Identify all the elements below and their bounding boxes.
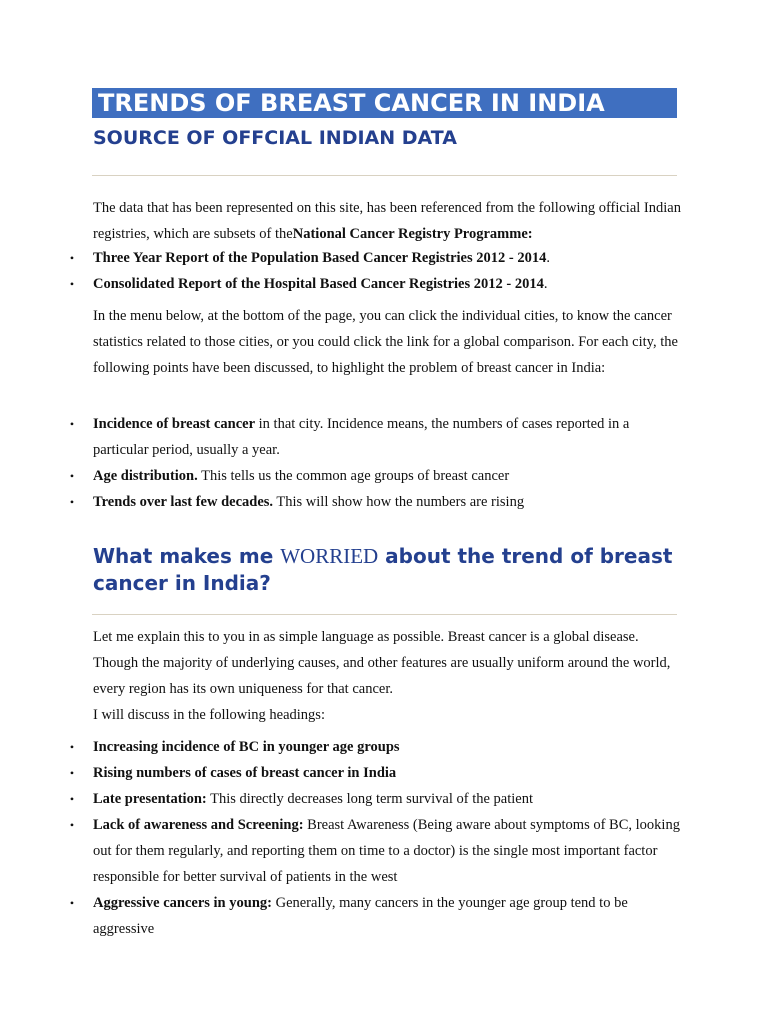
bullet-icon: •	[69, 251, 75, 265]
source-list	[69, 245, 683, 297]
page-title: TRENDS OF BREAST CANCER IN INDIA	[92, 88, 677, 118]
page-subtitle: SOURCE OF OFFCIAL INDIAN DATA	[93, 127, 457, 149]
point-text: Breast Awareness (Being aware about symptoms of BC, looking out for them regularly, and reporting them on time to a doctor) is the single most important factor responsible for better survival of patients in the west	[93, 817, 680, 885]
bullet-icon: •	[69, 818, 75, 832]
point-title: Aggressive cancers in young:	[93, 895, 272, 911]
list-item	[69, 734, 683, 760]
point-title: Rising numbers of cases of breast cancer in India	[93, 765, 397, 781]
point-text: This directly decreases long term survival of the patient	[206, 791, 534, 807]
list-item	[69, 760, 683, 786]
bullet-icon: •	[69, 469, 75, 483]
point-title: Age distribution.	[93, 468, 198, 484]
source-rest: .	[546, 250, 550, 266]
city-points-list	[69, 411, 683, 515]
list-item	[69, 271, 683, 297]
source-name: Three Year Report of the Population Based Cancer Registries 2012 - 2014	[93, 250, 547, 266]
bullet-icon: •	[69, 792, 75, 806]
heading-part: What makes me	[93, 544, 281, 568]
list-item	[69, 245, 683, 271]
heading-emphasis: WORRIED	[280, 544, 379, 568]
worry-points-list	[69, 734, 683, 942]
divider	[92, 175, 677, 176]
point-text: in that city. Incidence means, the numbers of cases reported in a particular period, usually a year.	[93, 416, 630, 458]
heading-part: about the trend of breast cancer in India?	[93, 544, 673, 595]
intro-text: The data that has been represented on this site, has been referenced from the following official Indian registries, which are subsets of the	[93, 200, 681, 242]
point-title: Late presentation:	[93, 791, 207, 807]
point-text: Generally, many cancers in the younger age group tend to be aggressive	[93, 895, 628, 937]
intro-program-name: National Cancer Registry Programme:	[292, 226, 533, 242]
list-item	[69, 890, 683, 942]
list-item	[69, 786, 683, 812]
point-text: This will show how the numbers are rising	[273, 494, 525, 510]
source-name: Consolidated Report of the Hospital Based Cancer Registries 2012 - 2014	[93, 276, 544, 292]
bullet-icon: •	[69, 417, 75, 431]
bullet-icon: •	[69, 277, 75, 291]
explain-paragraph: Let me explain this to you in as simple language as possible. Breast cancer is a global disease. Though the majority of underlying causes, and other features are usually uniform around the world, every region has its own uniqueness for that cancer.	[93, 629, 671, 697]
source-rest: .	[543, 276, 548, 292]
list-item	[69, 411, 683, 463]
bullet-icon: •	[69, 896, 75, 910]
list-item	[69, 812, 683, 890]
section-heading	[93, 543, 693, 597]
point-title: Incidence of breast cancer	[93, 416, 256, 432]
point-title: Lack of awareness and Screening:	[93, 817, 304, 833]
menu-paragraph: In the menu below, at the bottom of the page, you can click the individual cities, to know the cancer statistics related to those cities, or you could click the link for a global comparison. For each city, the following points have been discussed, to highlight the problem of breast cancer in India:	[93, 308, 678, 376]
intro-paragraph	[93, 195, 683, 247]
bullet-icon: •	[69, 766, 75, 780]
divider	[92, 614, 677, 615]
point-title: Trends over last few decades.	[93, 494, 274, 510]
headings-intro: I will discuss in the following headings:	[93, 707, 325, 723]
list-item	[69, 489, 683, 515]
bullet-icon: •	[69, 740, 75, 754]
bullet-icon: •	[69, 495, 75, 509]
point-text: This tells us the common age groups of breast cancer	[197, 468, 510, 484]
point-title: Increasing incidence of BC in younger age groups	[93, 739, 400, 755]
list-item	[69, 463, 683, 489]
